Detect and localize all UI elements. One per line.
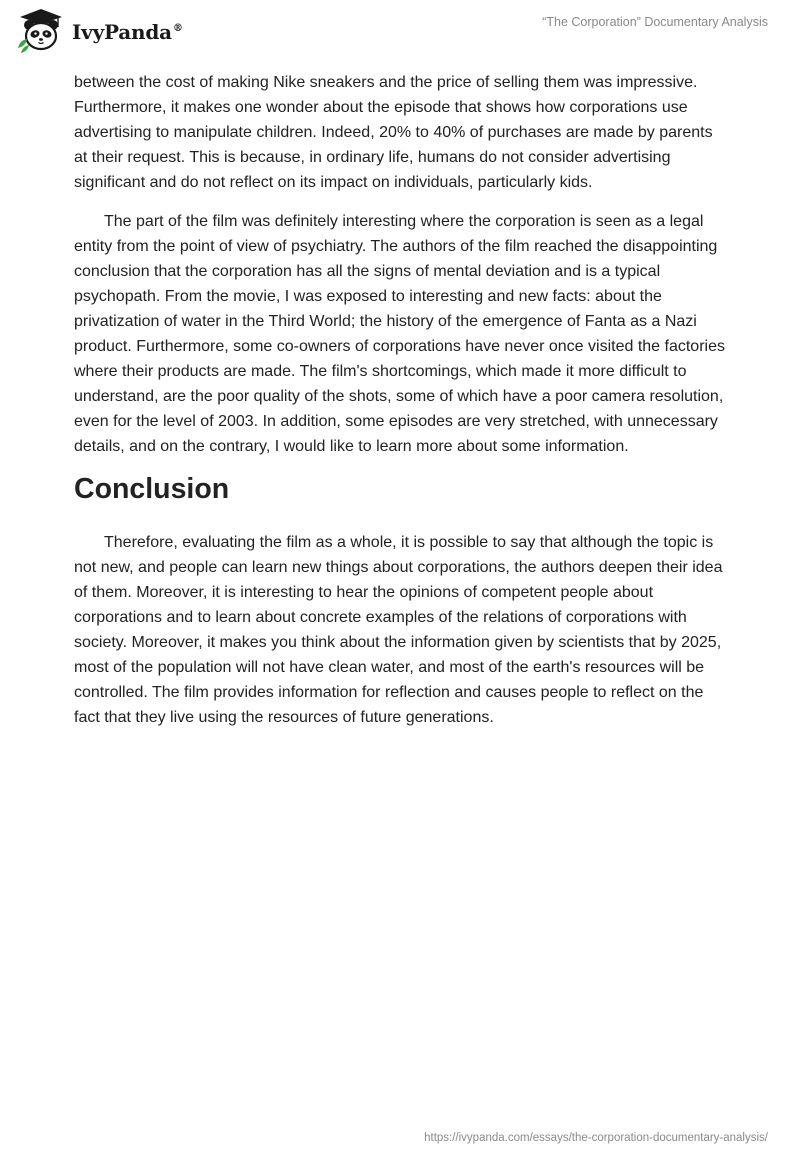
body-paragraph-1: between the cost of making Nike sneakers and the price of selling them was impressive. Furthermore, it makes one wonder about the episode that shows how corporations use advertising to manipulate children. Indeed, 20% to 40% of purchases are made by parents at their request. This is because, in ordinary life, humans do not consider advertising significant and do not reflect on its impact on individuals, particularly kids. [74,74,713,191]
ivypanda-logo[interactable] [14,8,183,54]
panda-graduate-logo-icon [14,8,68,54]
source-url[interactable]: https://ivypanda.com/essays/the-corporation-documentary-analysis/ [424,1132,768,1144]
brand-name: IvyPanda® [72,20,183,44]
conclusion-heading: Conclusion [74,473,230,505]
body-paragraph-2: The part of the film was definitely interesting where the corporation is seen as a legal entity from the point of view of psychiatry. The authors of the film reached the disappointing conclusion that the corporation has all the signs of mental deviation and is a typical psychopath. From the movie, I was exposed to interesting and new facts: about the privatization of water in the Third World; the history of the emergence of Fanta as a Nazi product. Furthermore, some co-owners of corporations have never once visited the factories where their products are made. The film's shortcomings, which made it more difficult to understand, are the poor quality of the shots, some of which have a poor camera resolution, even for the level of 2003. In addition, some episodes are very stretched, with unnecessary details, and on the contrary, I would like to learn more about some information. [74,213,725,455]
document-title: “The Corporation” Documentary Analysis [542,15,768,29]
essay-content [74,70,730,730]
conclusion-paragraph: Therefore, evaluating the film as a whole, it is possible to say that although the topic is not new, and people can learn new things about corporations, the authors deepen their idea of them. Moreover, it is interesting to hear the opinions of competent people about corporations and to learn about concrete examples of the relations of corporations with society. Moreover, it makes you think about the information given by scientists that by 2025, most of the population will not have clean water, and most of the earth's resources will be controlled. The film provides information for reflection and causes people to reflect on the fact that they live using the resources of future generations. [74,534,723,726]
page-header [0,0,800,64]
